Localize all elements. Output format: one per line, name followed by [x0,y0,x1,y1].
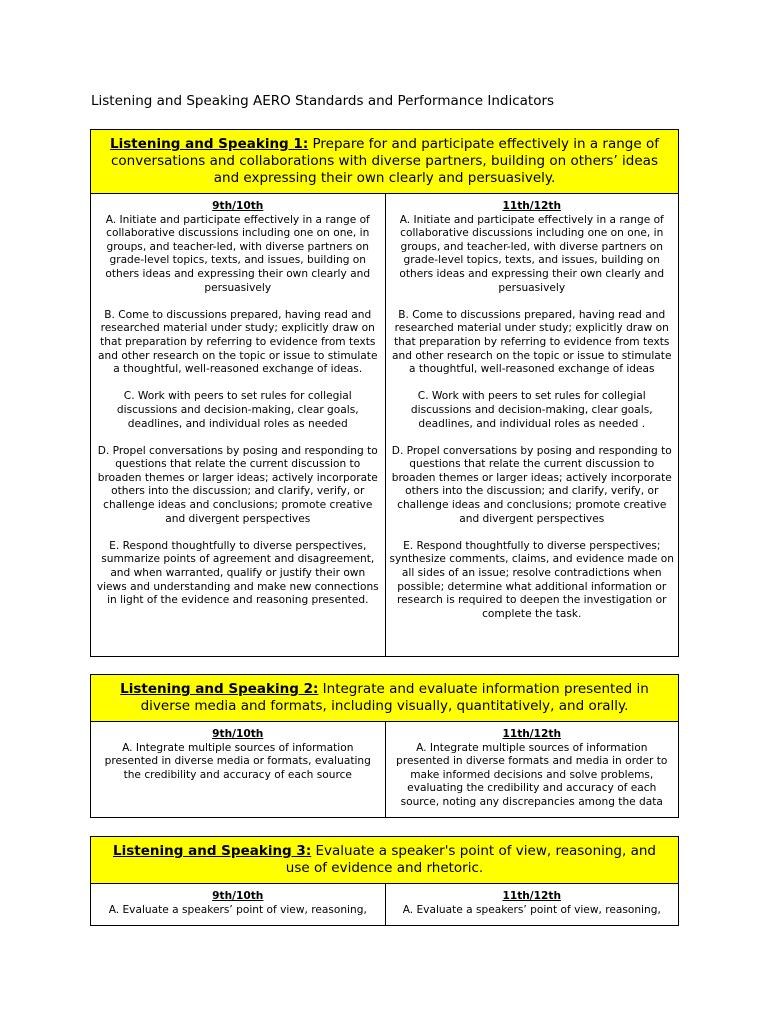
standard-description: Evaluate a speaker's point of view, reasoning, and use of evidence and rhetoric. [285,843,656,876]
indicator-b: B. Come to discussions prepared, having read and researched material under study; explicitly draw on that preparation by referring to evidence from texts and other research on the topic or issue to stimulate a thoughtful, well-reasoned exchange of ideas [392,308,672,376]
indicator-e: E. Respond thoughtfully to diverse perspectives, summarize points of agreement and disagreement, and when warranted, qualify or justify their own views and understanding and make new connections in light of the evidence and reasoning presented. [96,539,379,607]
standard-table-1 [90,129,679,657]
grade-columns [91,722,678,817]
standard-header [91,130,678,194]
indicator-a: A. Integrate multiple sources of information presented in diverse media or formats, evaluating the credibility and accuracy of each source [104,741,371,781]
standard-table-3 [90,836,679,926]
indicator-c: C. Work with peers to set rules for collegial discussions and decision-making, clear goals, deadlines, and individual roles as needed . [410,390,653,430]
standard-table-2 [90,674,679,818]
indicator-a: A. Initiate and participate effectively in a range of collaborative discussions including one on one, in groups, and teacher-led, with diverse partners on grade-level topics, texts, and issues, building on others ideas and expressing their own clearly and persuasively [105,213,371,294]
indicator-d: D. Propel conversations by posing and responding to questions that relate the current discussion to broaden themes or larger ideas; actively incorporate others into the discussion; and clarify, verify, or challenge ideas and conclusions; promote creative and divergent perspectives [391,444,672,525]
indicator-e: E. Respond thoughtfully to diverse perspectives; synthesize comments, claims, and evidence made on all sides of an issue; resolve contradictions when possible; determine what additional information or research is required to deepen the investigation or complete the task. [389,539,674,620]
grade-heading: 11th/12th [502,200,562,212]
standard-description: Prepare for and participate effectively in a range of conversations and collaborations with diverse partners, building on others’ ideas and expressing their own clearly and persuasively. [111,136,659,186]
indicator-a: A. Integrate multiple sources of information presented in diverse formats and media in order to make informed decisions and solve problems, evaluating the credibility and accuracy of each source, noting any discrepancies among the data [396,741,668,808]
standard-description: Integrate and evaluate information presented in diverse media and formats, including visually, quantitatively, and orally. [140,681,649,714]
indicator-a: A. Initiate and participate effectively in a range of collaborative discussions including one on one, in groups, and teacher-led, with diverse partners on grade-level topics, texts, and issues, building on others ideas and expressing their own clearly and persuasively [399,213,665,294]
standard-header [91,837,678,884]
grade-heading: 9th/10th [212,200,264,212]
page-title: Listening and Speaking AERO Standards and Performance Indicators [91,93,555,109]
indicator-a: A. Evaluate a speakers’ point of view, reasoning, [108,903,367,916]
grade-column-11-12 [385,884,679,925]
indicator-a: A. Evaluate a speakers’ point of view, reasoning, [402,903,661,916]
grade-columns [91,194,678,656]
indicator-d: D. Propel conversations by posing and responding to questions that relate the current discussion to broaden themes or larger ideas; actively incorporate others into the discussion; and clarify, verify, or challenge ideas and conclusions; promote creative and divergent perspectives [97,444,378,525]
standard-label: Listening and Speaking 1: [110,136,309,152]
grade-heading: 11th/12th [502,728,562,740]
standard-label: Listening and Speaking 2: [120,681,319,697]
indicator-b: B. Come to discussions prepared, having read and researched material under study; explicitly draw on that preparation by referring to evidence from texts and other research on the topic or issue to stimulate a thoughtful, well-reasoned exchange of ideas. [98,308,378,376]
standard-label: Listening and Speaking 3: [113,843,312,859]
grade-column-9-10 [91,722,385,817]
grade-column-9-10 [91,884,385,925]
grade-column-11-12 [385,722,679,817]
grade-heading: 9th/10th [212,890,264,902]
grade-heading: 9th/10th [212,728,264,740]
indicator-c: C. Work with peers to set rules for collegial discussions and decision-making, clear goals, deadlines, and individual roles as needed [116,390,359,430]
grade-heading: 11th/12th [502,890,562,902]
grade-column-9-10 [91,194,385,656]
standard-header [91,675,678,722]
grade-columns [91,884,678,925]
grade-column-11-12 [385,194,679,656]
